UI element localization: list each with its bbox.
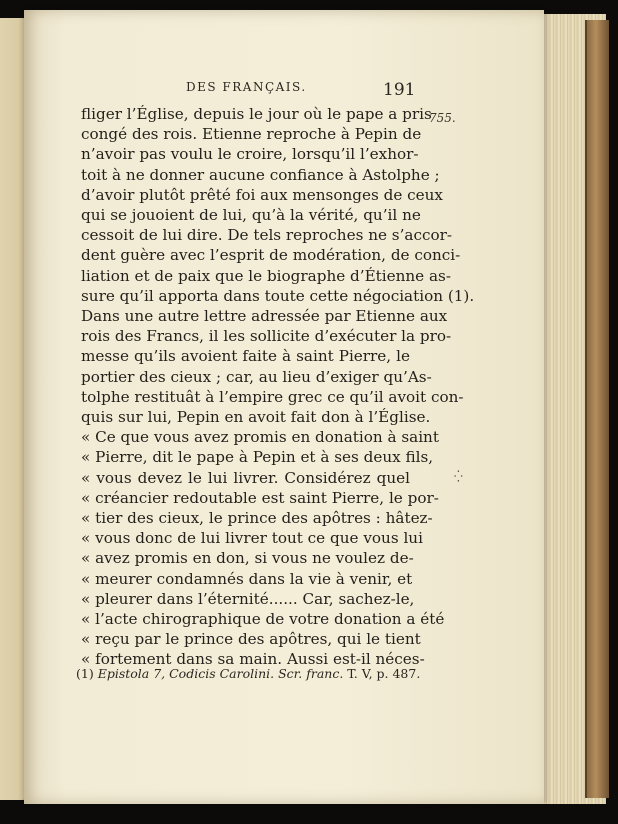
text-line: sure qu’il apporta dans toute cette négociation (1). [81, 286, 475, 305]
text-line: « reçu par le prince des apôtres, qui le tient [81, 630, 421, 649]
text-line: d’avoir plutôt prêté foi aux mensonges de ceux [81, 185, 443, 204]
text-line: « meurer condamnés dans la vie à venir, et [81, 569, 413, 588]
left-page-edge [0, 18, 26, 800]
text-line: portier des cieux ; car, au lieu d’exiger qu’As- [81, 367, 432, 386]
text-line: qui se jouoient de lui, qu’à la vérité, qu’il ne [81, 206, 421, 225]
text-line: liation et de paix que le biographe d’Étienne as- [81, 266, 451, 285]
text-line: tolphe restituât à l’empire grec ce qu’il avoit con- [81, 387, 464, 406]
running-header: DES FRANÇAIS. [186, 80, 307, 94]
text-line: « l’acte chirographique de votre donation a été [81, 610, 445, 629]
text-line: fliger l’Église, depuis le jour où le pape a pris [81, 105, 432, 123]
text-line: « tier des cieux, le prince des apôtres : hâtez- [81, 509, 433, 528]
text-line: « fortement dans sa main. Aussi est-il néces- [81, 650, 425, 669]
footnote [76, 666, 421, 681]
book-cover-edge [585, 20, 609, 798]
text-line: congé des rois. Etienne reproche à Pepin de [81, 125, 422, 144]
footnote-title: Epistola 7, Codicis Carolini. Scr. franc. [97, 666, 344, 681]
text-line: cessoit de lui dire. De tels reproches ne s’accor- [81, 226, 453, 245]
text-line: « vous devez le lui livrer. Considérez quel [81, 468, 410, 487]
footnote-marker: (1) [76, 666, 94, 681]
text-line: « avez promis en don, si vous ne voulez de- [81, 549, 414, 568]
text-line: toit à ne donner aucune confiance à Astolphe ; [81, 165, 440, 184]
margin-note-number: 755. [429, 111, 456, 125]
text-line: rois des Francs, il les sollicite d’exécuter la pro- [81, 327, 452, 346]
text-line: « pleurer dans l’éternité...... Car, sachez-le, [81, 589, 415, 608]
text-line: « créancier redoutable est saint Pierre, le por- [81, 488, 439, 507]
text-line: n’avoir pas voulu le croire, lorsqu’il l’exhor- [81, 145, 419, 164]
page-number: 191 [383, 80, 416, 100]
text-line: « Ce que vous avez promis en donation à saint [81, 428, 439, 447]
stray-marks: ⁛ [454, 470, 463, 483]
text-line: quis sur lui, Pepin en avoit fait don à l’Église. [81, 408, 431, 427]
text-line: Dans une autre lettre adressée par Etienne aux [81, 307, 448, 326]
text-line: messe qu’ils avoient faite à saint Pierre, le [81, 347, 410, 366]
text-line: dent guère avec l’esprit de modération, de conci- [81, 246, 461, 265]
footnote-reference: T. V, p. 487. [347, 666, 421, 681]
text-line: « Pierre, dit le pape à Pepin et à ses deux fils, [81, 448, 434, 467]
text-line: « vous donc de lui livrer tout ce que vous lui [81, 529, 423, 548]
